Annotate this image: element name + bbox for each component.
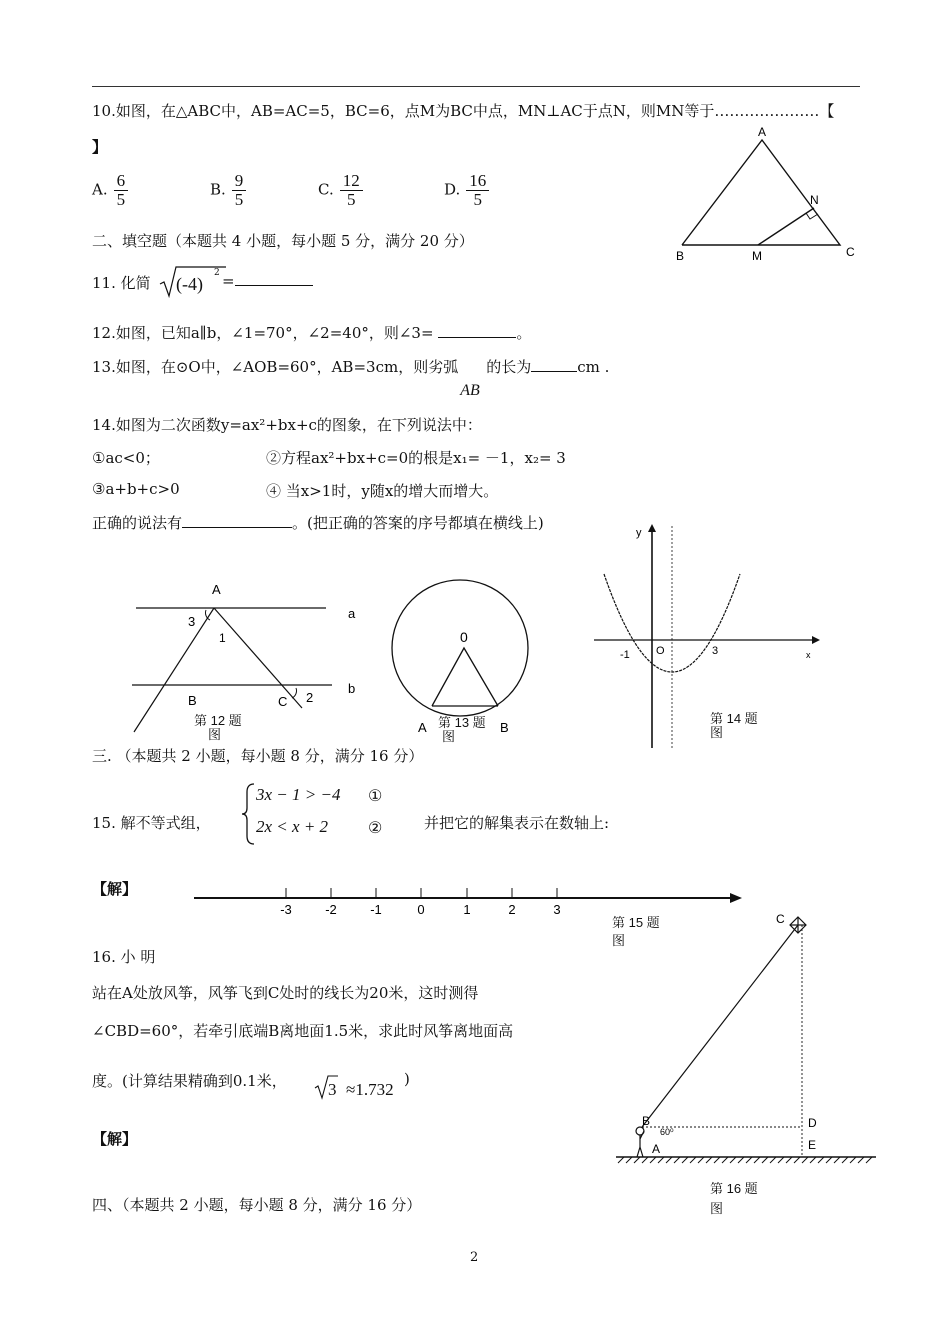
- header-rule: [92, 86, 860, 87]
- q10-option-c: C. $\frac{12}{5}$: [318, 172, 363, 209]
- svg-text:D: D: [808, 1116, 817, 1130]
- svg-text:b: b: [348, 681, 356, 696]
- q10-option-d: D. $\frac{16}{5}$: [444, 172, 489, 209]
- number-line-tick-label: 0: [417, 902, 425, 917]
- svg-text:60⁰: 60⁰: [660, 1127, 674, 1137]
- fig12-parallel-lines: [128, 580, 378, 740]
- fig15-caption-2: 图: [612, 933, 626, 948]
- q16-solution-label: 【解】: [92, 1130, 138, 1148]
- q16-line-3: ∠CBD=60°，若牵引底端B离地面1.5米，求此时风筝离地面高: [92, 1022, 514, 1040]
- svg-text:A: A: [212, 582, 221, 597]
- person-icon: [636, 1127, 644, 1157]
- q13-text: 13.如图，在⊙O中，∠AOB=60°，AB=3cm，则劣弧 AB 的长为 cm .: [92, 358, 610, 399]
- svg-text:B: B: [642, 1114, 651, 1128]
- q11-suffix: =: [222, 272, 313, 290]
- svg-text:C: C: [776, 912, 785, 926]
- svg-text:y: y: [636, 527, 642, 539]
- number-line-tick-label: -3: [280, 902, 292, 917]
- fig15-caption: 第 15 题: [612, 915, 660, 930]
- q16-close: ): [404, 1070, 410, 1088]
- svg-text:0: 0: [460, 629, 468, 645]
- svg-text:3: 3: [188, 614, 196, 629]
- svg-text:B: B: [188, 693, 197, 708]
- section4-heading: 四、（本题共 2 小题，每小题 8 分，满分 16 分）: [92, 1196, 422, 1214]
- q15-mark-2: ②: [368, 818, 383, 837]
- q14-statement-4: ④ 当x>1时，y随x的增大而增大。: [266, 482, 499, 500]
- q14-intro: 14.如图为二次函数y=ax²+bx+c的图象，在下列说法中：: [92, 416, 482, 434]
- q10-bracket-close: 】: [92, 138, 108, 156]
- svg-text:x: x: [806, 650, 811, 660]
- q11-radicand: (-4): [176, 274, 203, 294]
- number-line-tick-label: -1: [370, 902, 382, 917]
- q14-statement-1: ①ac<0；: [92, 449, 160, 467]
- q15-mark-1: ①: [368, 786, 383, 805]
- q16-approx: ≈1.732: [346, 1080, 394, 1099]
- fig16-caption-2: 图: [710, 1201, 724, 1216]
- q15-solution-label: 【解】: [92, 880, 138, 898]
- q14-answer-line: 正确的说法有 。(把正确的答案的序号都填在横线上): [92, 514, 544, 532]
- q13-arc-ab: AB: [460, 382, 480, 399]
- page-number: 2: [470, 1250, 479, 1265]
- svg-text:2: 2: [306, 690, 314, 705]
- q10-option-b: B. $\frac{9}{5}$: [210, 172, 246, 209]
- svg-text:B: B: [500, 720, 509, 735]
- fig14-caption: 第 14 题: [710, 711, 758, 726]
- label-a: A: [758, 125, 767, 139]
- q16-line-4: 度。(计算结果精确到0.1米，: [92, 1072, 287, 1090]
- number-line-tick-label: 1: [463, 902, 471, 917]
- kite-icon: [790, 917, 806, 933]
- section2-heading: 二、填空题（本题共 4 小题，每小题 5 分，满分 20 分）: [92, 232, 474, 250]
- number-line-tick-label: 3: [553, 902, 561, 917]
- number-line-tick-label: 2: [508, 902, 516, 917]
- svg-text:A: A: [652, 1142, 661, 1156]
- fig14-caption-2: 图: [710, 725, 724, 740]
- q10-text: 10.如图，在△ABC中，AB=AC=5，BC=6，点M为BC中点，MN⊥AC于点N，则MN等于…………………【: [92, 102, 835, 120]
- svg-text:3: 3: [712, 645, 719, 657]
- section3-heading: 三. （本题共 2 小题，每小题 8 分，满分 16 分）: [92, 747, 424, 765]
- fig16-caption: 第 16 题: [710, 1181, 758, 1196]
- q15-prefix: 15. 解不等式组，: [92, 814, 211, 832]
- q11-exponent: 2: [214, 268, 220, 278]
- q16-sqrt-value: 3: [328, 1080, 337, 1099]
- q10-option-a: A. $\frac{6}{5}$: [92, 172, 128, 209]
- label-b: B: [676, 249, 685, 263]
- svg-text:C: C: [278, 694, 288, 709]
- q15-suffix: 并把它的解集表示在数轴上:: [424, 814, 610, 832]
- label-n: N: [810, 193, 819, 207]
- q16-line-1: 16. 小 明: [92, 948, 156, 966]
- svg-text:O: O: [656, 645, 665, 657]
- fig12-caption: 第 12 题: [194, 713, 242, 728]
- fig16-kite-figure: [612, 905, 882, 1170]
- q16-line-2: 站在A处放风筝，风筝飞到C处时的线长为20米，这时测得: [92, 984, 479, 1002]
- label-c: C: [846, 245, 855, 259]
- q11-prefix: 11. 化简: [92, 274, 151, 292]
- fig12-caption-2: 图: [208, 727, 222, 742]
- svg-text:E: E: [808, 1138, 817, 1152]
- q10-triangle-figure: [668, 122, 868, 267]
- svg-text:-1: -1: [620, 649, 630, 661]
- q15-inequality-1: 3x − 1 > −4: [256, 785, 341, 804]
- fig13-caption: 第 13 题: [438, 715, 486, 730]
- q15-inequality-2: 2x < x + 2: [256, 817, 329, 836]
- svg-text:A: A: [418, 720, 427, 735]
- svg-text:a: a: [348, 606, 356, 621]
- q14-statement-3: ③a+b+c>0: [92, 480, 180, 498]
- q12-text: 12.如图，已知a∥b，∠1=70°，∠2=40°，则∠3= 。: [92, 324, 532, 342]
- number-line-tick-label: -2: [325, 902, 337, 917]
- svg-text:1: 1: [219, 631, 226, 645]
- fig13-caption-2: 图: [442, 729, 456, 744]
- label-m: M: [752, 249, 762, 263]
- q14-statement-2: ②方程ax²+bx+c=0的根是x₁= －1，x₂= 3: [266, 449, 566, 467]
